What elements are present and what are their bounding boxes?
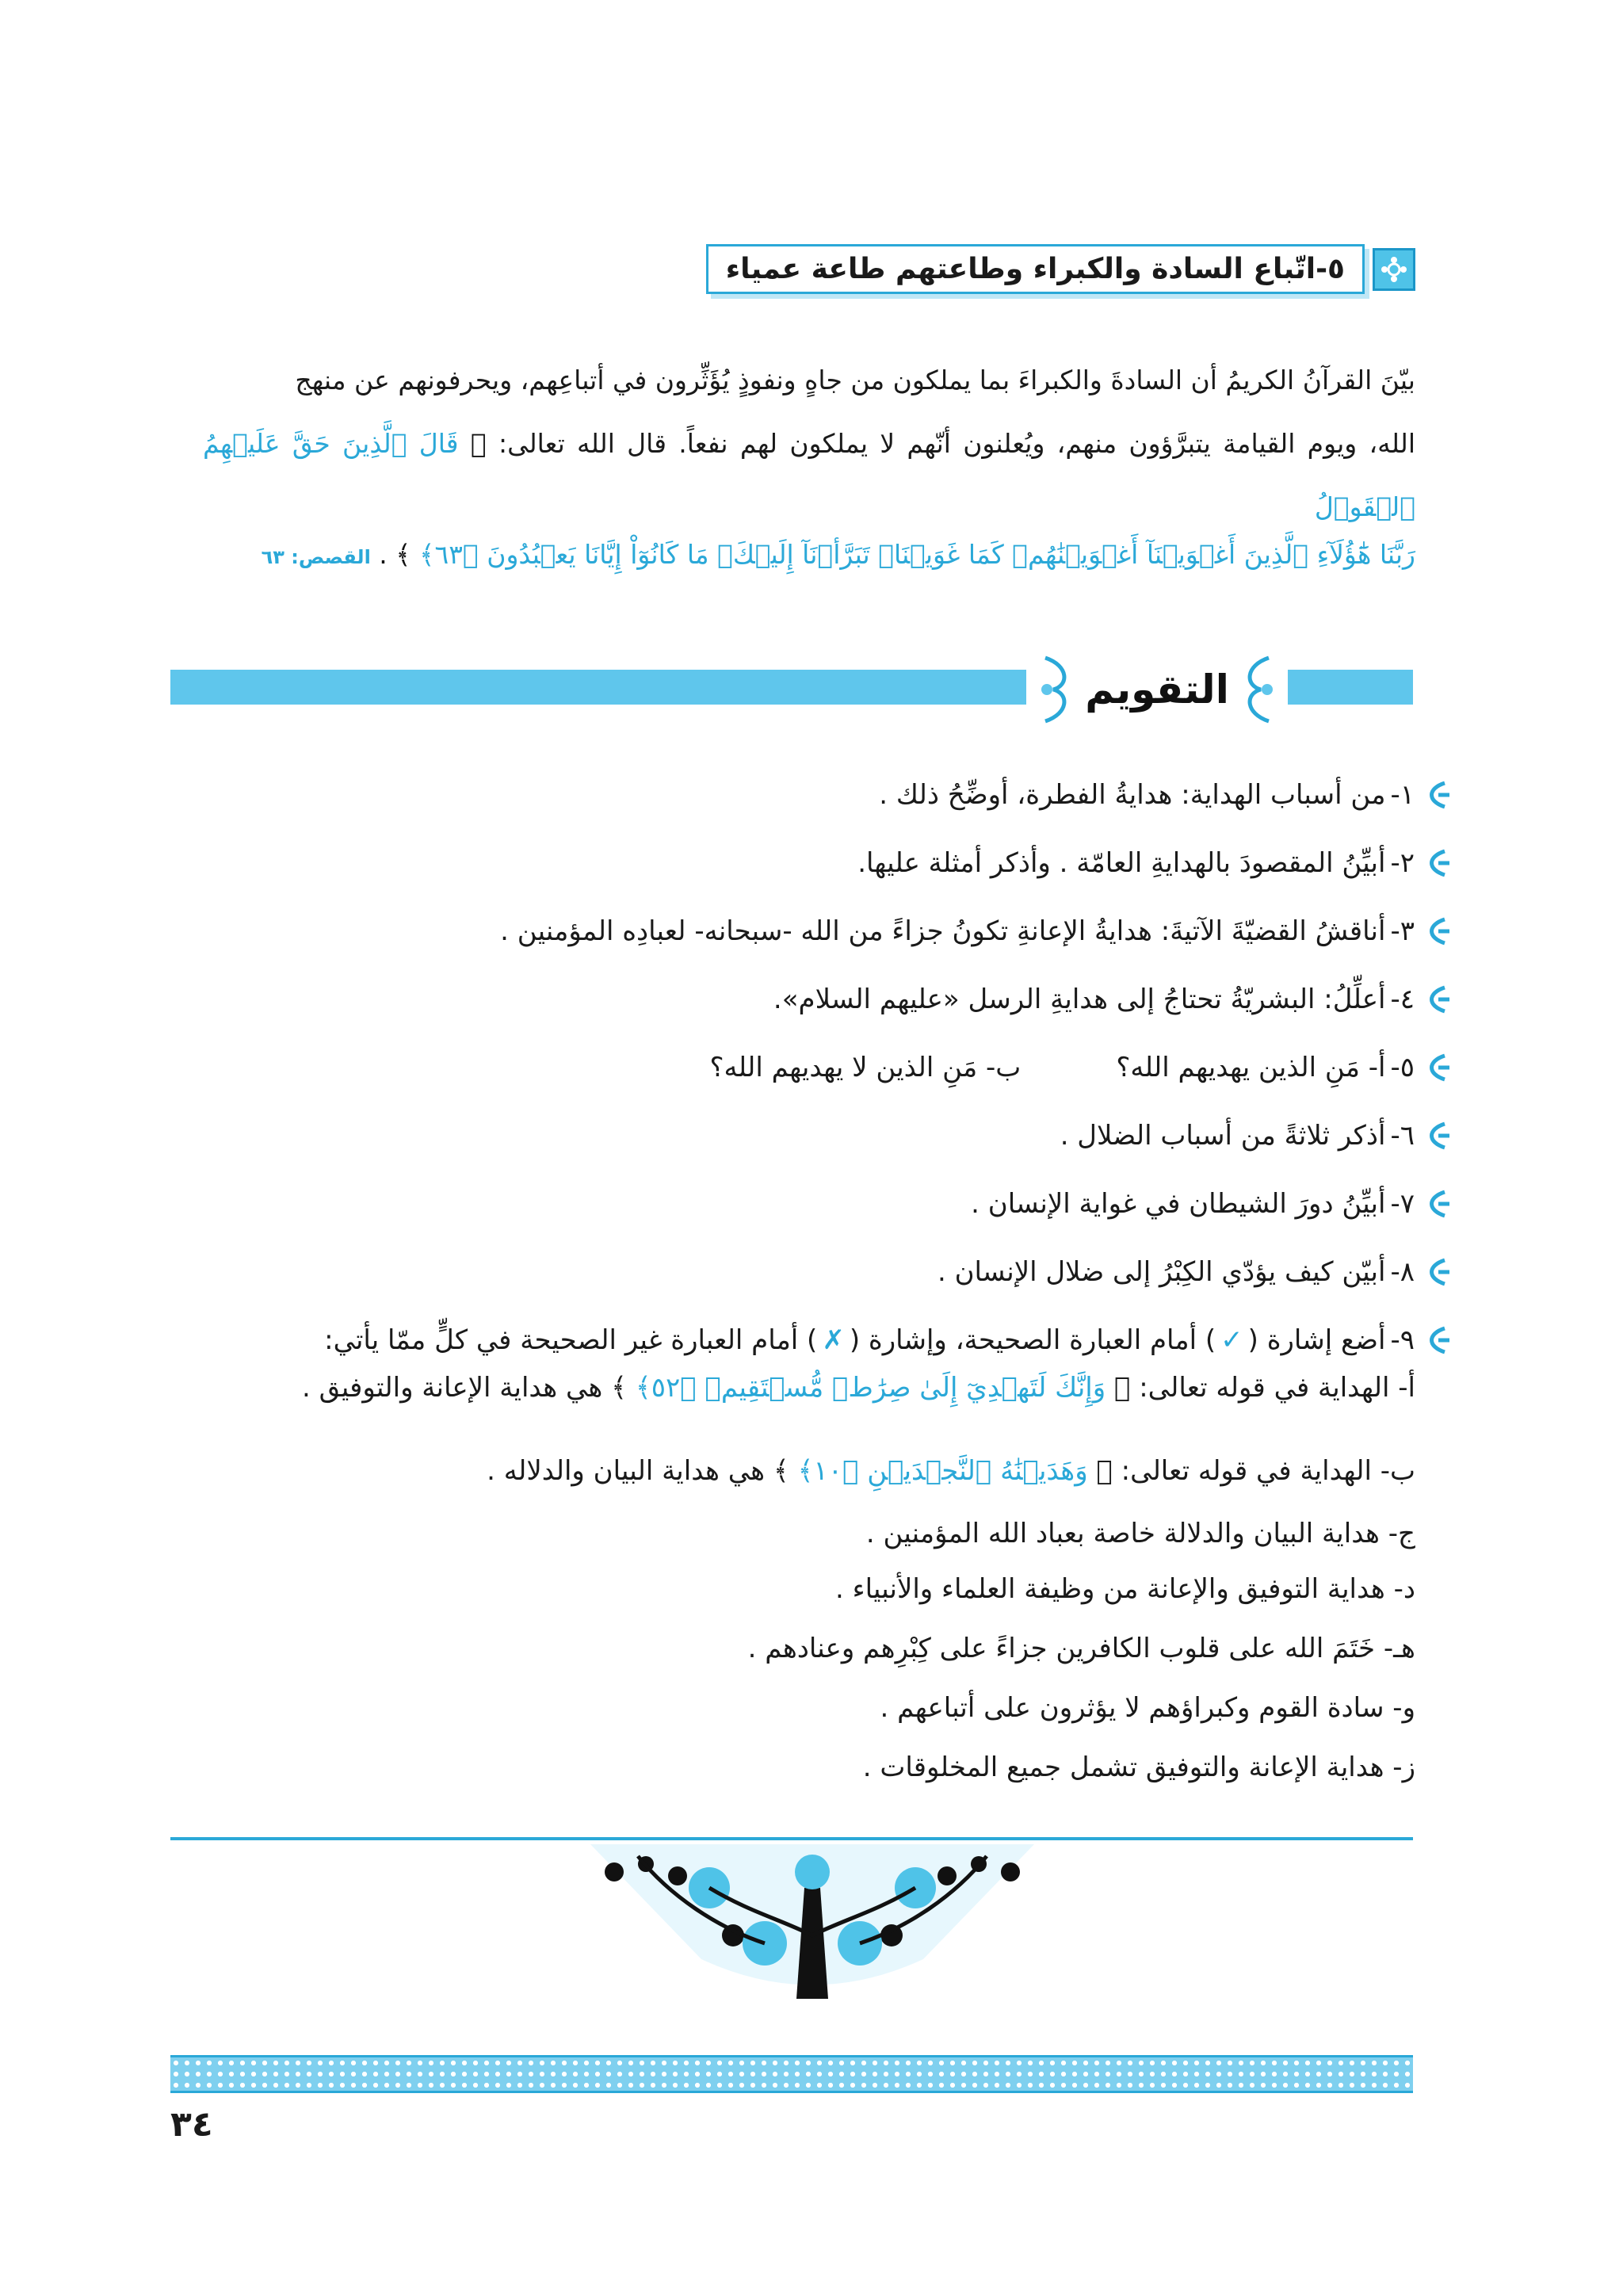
question-text: أذكر ثلاثةً من أسباب الضلال .	[1060, 1120, 1386, 1152]
question-number: ٨-	[1390, 1256, 1415, 1288]
right-ornament-icon	[1036, 650, 1077, 729]
question-number: ٥-	[1390, 1052, 1415, 1083]
sub-item-text: أ- الهداية في قوله تعالى:	[1139, 1372, 1415, 1404]
question-text-a: أ- مَنِ الذين يهديهم الله؟	[1116, 1052, 1386, 1083]
question-1	[200, 761, 1453, 829]
sub-item-text: هي هداية البيان والدلاله .	[487, 1455, 766, 1487]
quran-verse: وَإِنَّكَ لَتَهۡدِيٓ إِلَىٰ صِرَٰطٖ مُّسۡتَقِيمٖ ﴿٥٢﴾	[635, 1372, 1106, 1404]
question-3	[200, 897, 1453, 965]
sub-item-f: و- سادة القوم وكبراؤهم لا يؤثرون على أتباعهم .	[880, 1692, 1415, 1724]
paragraph-line-3	[203, 523, 1415, 589]
question-7	[200, 1170, 1453, 1238]
question-number: ٣-	[1390, 915, 1415, 947]
question-text-part: ) أمام العبارة الصحيحة، وإشارة (	[849, 1324, 1216, 1356]
question-9	[200, 1306, 1453, 1374]
flower-icon	[1373, 248, 1415, 291]
footer-pattern-bar	[170, 2055, 1413, 2093]
paragraph-line-1: بيّنَ القرآنُ الكريمُ أن السادةَ والكبراءَ بما يملكون من جاهٍ ونفوذٍ يُؤَثِّرون في أتباعِهم، ويحرفونهم عن منهج	[295, 365, 1415, 395]
floral-ornament-icon	[590, 1840, 1034, 2007]
question-text: أبيِّنُ دورَ الشيطان في غواية الإنسان .	[971, 1188, 1386, 1220]
question-number: ٢-	[1390, 847, 1415, 879]
question-text: أبيِّنُ المقصودَ بالهدايةِ العامّة . وأذكر أمثلة عليها.	[857, 847, 1386, 879]
question-6	[200, 1102, 1453, 1170]
section-heading	[706, 244, 1415, 294]
question-5	[200, 1033, 1453, 1102]
ornate-bracket: ﴿	[470, 428, 487, 459]
question-number: ٩-	[1390, 1324, 1415, 1356]
bullet-ornament-icon	[1421, 1324, 1453, 1356]
ayah-reference: القصص: ٦٣	[261, 546, 371, 568]
question-number: ١-	[1390, 779, 1415, 811]
bullet-ornament-icon	[1421, 915, 1453, 947]
question-text-b: ب- مَنِ الذين لا يهديهم الله؟	[709, 1052, 1022, 1083]
quran-verse: وَهَدَيۡنَٰهُ ٱلنَّجۡدَيۡنِ ﴿١٠﴾	[797, 1455, 1088, 1487]
quran-verse: قَالَ ٱلَّذِينَ حَقَّ عَلَيۡهِمُ ٱلۡقَوۡلُ	[203, 428, 1415, 522]
left-ornament-icon	[1237, 650, 1278, 729]
bullet-ornament-icon	[1421, 1052, 1453, 1083]
cross-mark-icon: ✗	[822, 1324, 845, 1356]
quran-verse-continued: رَبَّنَا هَٰٓؤُلَآءِ ٱلَّذِينَ أَغۡوَيۡنَآ أَغۡوَيۡنَٰهُمۡ كَمَا غَوَيۡنَاۖ تَبَرَّأۡنَآ إِلَيۡكَۖ مَا كَانُوٓاْ إِيَّانَا يَعۡبُدُونَ ﴿٦٣﴾	[419, 539, 1415, 570]
question-text: أبيّن كيف يؤدّي الكِبْرُ إلى ضلال الإنسان .	[937, 1256, 1386, 1288]
evaluation-title: التقويم	[1085, 667, 1229, 712]
sub-item-b: ب- الهداية في قوله تعالى: ﴿ وَهَدَيۡنَٰهُ ٱلنَّجۡدَيۡنِ ﴿١٠﴾ ﴾ هي هداية البيان والدلاله .	[487, 1455, 1415, 1487]
question-number: ٤-	[1390, 984, 1415, 1015]
page-number: ٣٤	[170, 2104, 213, 2145]
question-text: أناقشُ القضيّةَ الآتيةَ: هدايةُ الإعانةِ تكونُ جزاءً من الله -سبحانه- لعبادِه المؤمنين .	[500, 915, 1386, 947]
question-4	[200, 965, 1453, 1033]
question-list	[200, 761, 1453, 1374]
bullet-ornament-icon	[1421, 1120, 1453, 1152]
bullet-ornament-icon	[1421, 847, 1453, 879]
question-number: ٧-	[1390, 1188, 1415, 1220]
sub-item-d: د- هداية التوفيق والإعانة من وظيفة العلماء والأنبياء .	[835, 1573, 1415, 1605]
ornate-bracket: ﴾ .	[379, 539, 411, 570]
sub-item-text: هي هداية الإعانة والتوفيق .	[301, 1372, 603, 1404]
question-text-part: ) أمام العبارة غير الصحيحة في كلٍّ ممّا يأتي:	[324, 1324, 818, 1356]
section-title: ٥-اتّباع السادة والكبراء وطاعتهم طاعة عمياء	[706, 244, 1365, 294]
sub-item-c: ج- هداية البيان والدلالة خاصة بعباد الله المؤمنين .	[865, 1518, 1415, 1549]
sub-item-a: أ- الهداية في قوله تعالى: ﴿ وَإِنَّكَ لَتَهۡدِيٓ إِلَىٰ صِرَٰطٖ مُّسۡتَقِيمٖ ﴿٥٢﴾ ﴾ هي هداية الإعانة والتوفيق .	[301, 1372, 1415, 1404]
question-text: من أسباب الهداية: هدايةُ الفطرة، أوضِّحُ ذلك .	[879, 779, 1386, 811]
bullet-ornament-icon	[1421, 1188, 1453, 1220]
question-number: ٦-	[1390, 1120, 1415, 1152]
sub-item-g: ز- هداية الإعانة والتوفيق تشمل جميع المخلوقات .	[862, 1752, 1415, 1783]
check-mark-icon: ✓	[1220, 1324, 1243, 1356]
question-8	[200, 1238, 1453, 1306]
paragraph-text: الله، ويوم القيامة يتبرَّؤون منهم، ويُعلنون أنّهم لا يملكون لهم نفعاً. قال الله تعالى:	[498, 428, 1416, 459]
evaluation-title-box	[1026, 646, 1288, 733]
question-text-part: أضع إشارة (	[1247, 1324, 1386, 1356]
paragraph-line-2	[203, 412, 1415, 539]
bullet-ornament-icon	[1421, 779, 1453, 811]
question-2	[200, 829, 1453, 897]
bullet-ornament-icon	[1421, 984, 1453, 1015]
bullet-ornament-icon	[1421, 1256, 1453, 1288]
question-text: أعلِّلُ: البشريّةُ تحتاجُ إلى هدايةِ الرسل «عليهم السلام».	[773, 984, 1386, 1015]
sub-item-text: ب- الهداية في قوله تعالى:	[1121, 1455, 1415, 1487]
sub-item-e: هـ- خَتَمَ الله على قلوب الكافرين جزاءً على كِبْرِهم وعنادهم .	[747, 1633, 1415, 1664]
